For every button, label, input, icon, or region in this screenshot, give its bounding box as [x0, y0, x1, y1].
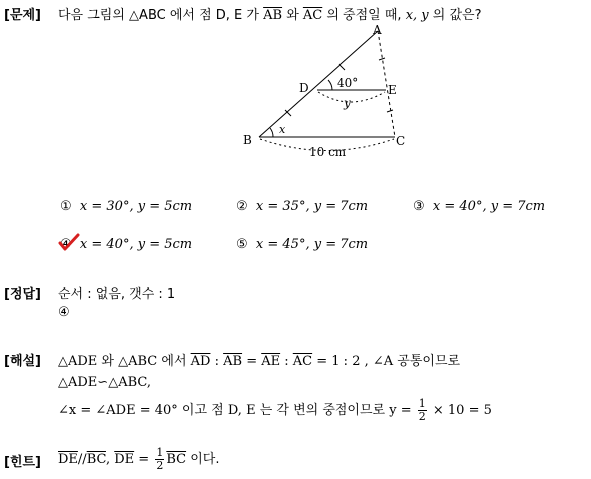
label-base: 10 cm	[309, 145, 347, 159]
explanation-line1: △ADE 와 △ABC 에서 $\overline{AD}$ : $\overline{AB} = \overline{AE}$ : $\overline{AC} = 1$ : 2 , ∠A 공통이므로	[58, 354, 461, 369]
side-ab	[259, 31, 378, 137]
hint-fraction-half: $\frac{1}{2}$	[156, 446, 164, 472]
option-4[interactable]: ④ x = 40°, y = 5cm	[60, 237, 192, 252]
explanation-line2: △ADE∽△ABC,	[58, 375, 151, 390]
problem-label: [문제]	[4, 8, 41, 23]
tick-ec	[387, 110, 393, 112]
label-c: C	[396, 134, 406, 148]
fraction-half: $\frac{1}{2}$	[418, 397, 426, 423]
hint-label: [힌트]	[4, 455, 41, 470]
option-5[interactable]: ⑤ x = 45°, y = 7cm	[236, 237, 369, 252]
label-x: x	[279, 123, 286, 136]
check-mark-icon	[58, 233, 80, 253]
explanation-line3: ∠x = ∠ADE = 40° 이고 점 D, E 는 각 변의 중점이므로 y = $\frac{1}{2}$ × 10 = 5	[58, 397, 492, 423]
label-y: y	[344, 96, 351, 110]
label-angle-40: 40°	[337, 76, 359, 90]
brace-de	[318, 92, 385, 102]
problem-text: 다음 그림의 △ABC 에서 점 D, E 가 $\overline{AB}$ 와 $\overline{AC}$ 의 중점일 때, x, y 의 값은?	[58, 8, 482, 23]
explanation-label: [해설]	[4, 354, 41, 369]
label-e: E	[388, 83, 397, 97]
hint-text: $\overline{DE}//\overline{BC}$, $\overline{DE}$ = $\frac{1}{2}$ $\overline{BC}$ 이다.	[58, 446, 220, 472]
triangle-figure	[240, 22, 420, 162]
angle-arc-d	[328, 80, 332, 90]
answer-line1: 순서 : 없음, 갯수 : 1	[58, 287, 176, 302]
option-1[interactable]: ① x = 30°, y = 5cm	[60, 199, 193, 214]
option-2[interactable]: ② x = 35°, y = 7cm	[236, 199, 369, 214]
label-d: D	[299, 81, 309, 95]
answer-label: [정답]	[4, 287, 41, 302]
tick-ae	[379, 58, 385, 60]
segment-ab: $\overline{AB}$	[263, 8, 283, 23]
label-b: B	[243, 133, 252, 147]
tick-ad	[339, 64, 345, 70]
segment-ac: $\overline{AC}$	[302, 8, 323, 23]
label-a: A	[373, 23, 382, 37]
angle-arc-b	[270, 128, 273, 137]
option-3[interactable]: ③ x = 40°, y = 7cm	[413, 199, 546, 214]
answer-line2: ④	[58, 305, 70, 320]
